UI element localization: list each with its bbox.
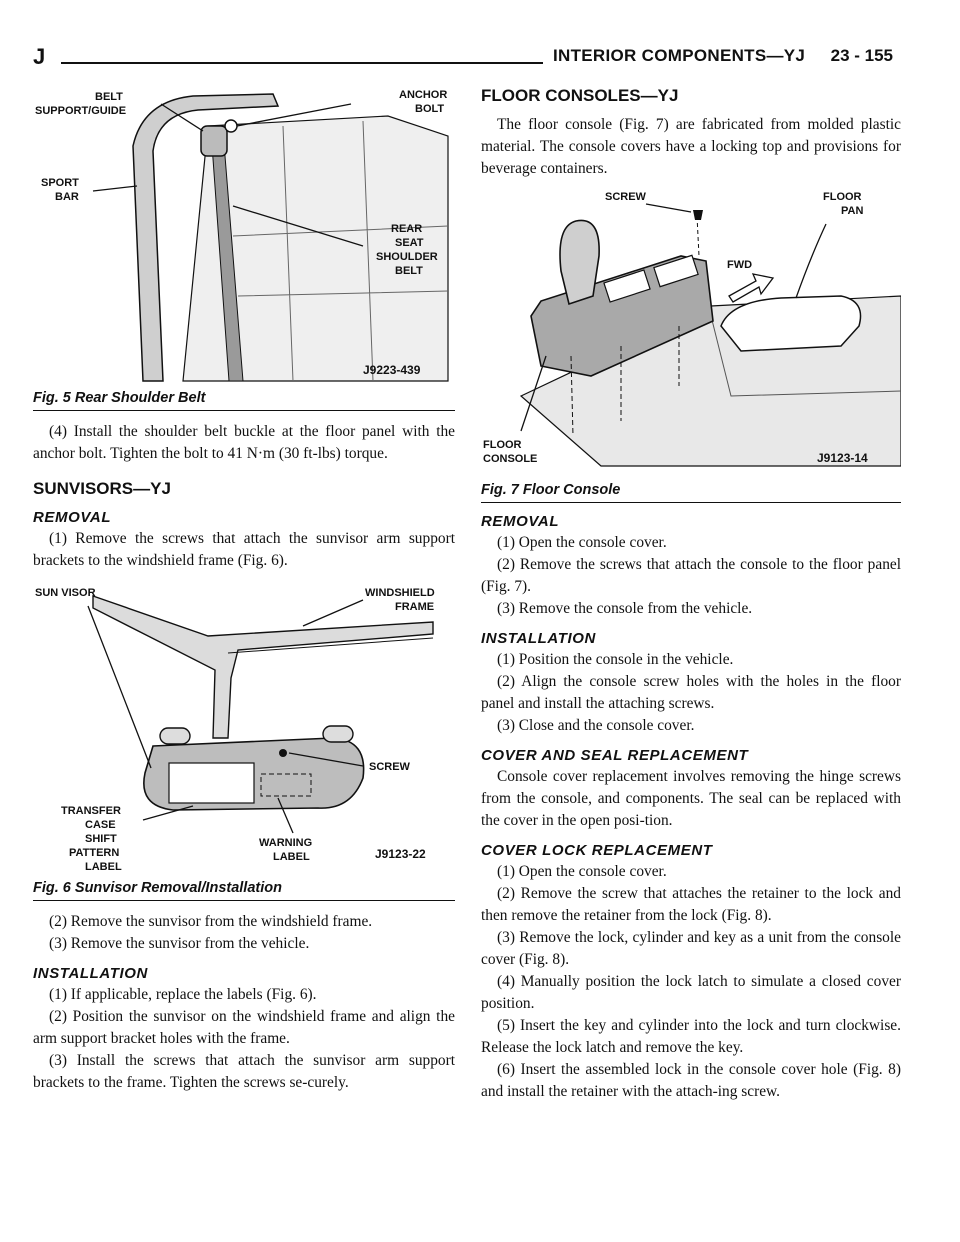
- page-number: 23 - 155: [830, 46, 893, 65]
- label-shoulder: SHOULDER: [376, 251, 438, 263]
- install-step-2: (2) Position the sunvisor on the windshield frame and align the arm support bracket holes with the frame.: [33, 1008, 455, 1047]
- figure-5: [33, 86, 455, 411]
- leader-screw: [646, 204, 691, 212]
- leader-sport-bar: [93, 186, 137, 191]
- label-screw: SCREW: [369, 761, 410, 773]
- lock-step-6: (6) Insert the assembled lock in the console cover hole (Fig. 8) and install the retainer with the attach-ing screw.: [481, 1061, 901, 1100]
- removal-heading: REMOVAL: [481, 513, 560, 530]
- label-sport: SPORT: [41, 177, 79, 189]
- transfer-case-label-shape: [169, 763, 254, 803]
- floor-console-illustration: [481, 186, 901, 478]
- figure-code: J9123-14: [817, 451, 868, 465]
- label-bar: BAR: [55, 191, 79, 203]
- label-support-guide: SUPPORT/GUIDE: [35, 105, 127, 117]
- lock-step-4: (4) Manually position the lock latch to simulate a closed cover position.: [481, 973, 901, 1012]
- figure-caption: Fig. 5 Rear Shoulder Belt: [33, 390, 206, 406]
- label-shift: SHIFT: [85, 833, 117, 845]
- label-transfer: TRANSFER: [61, 805, 121, 817]
- label-belt2: BELT: [395, 265, 423, 277]
- sunvisor-illustration: [33, 578, 455, 876]
- screw-shape: [279, 749, 287, 757]
- label-floor-console-1: FLOOR: [483, 439, 522, 451]
- lock-step-5: (5) Insert the key and cylinder into the lock and turn clockwise. Release the lock latch and remove the key.: [481, 1017, 901, 1056]
- section-letter: J: [33, 44, 46, 69]
- belt-guide-shape: [201, 126, 227, 156]
- windshield-frame-shape: [93, 596, 433, 738]
- label-case: CASE: [85, 819, 116, 831]
- figure-caption: Fig. 6 Sunvisor Removal/Installation: [33, 880, 282, 896]
- removal-step-3: (3) Remove the console from the vehicle.: [497, 600, 753, 617]
- screw-path-top: [697, 216, 699, 256]
- label-sun-visor: SUN VISOR: [35, 587, 96, 599]
- floor-consoles-heading: FLOOR CONSOLES—YJ: [481, 86, 679, 105]
- install-buckle-text: (4) Install the shoulder belt buckle at the floor panel with the anchor bolt. Tighten the bolt to 41 N·m (30 ft-lbs) torque.: [33, 423, 455, 462]
- figure-caption: Fig. 7 Floor Console: [481, 482, 621, 498]
- removal-step-2: (2) Remove the screws that attach the console to the floor panel (Fig. 7).: [481, 556, 901, 595]
- label-warning-label: LABEL: [273, 851, 310, 863]
- leader-windshield: [303, 600, 363, 626]
- installation-heading: INSTALLATION: [481, 630, 596, 647]
- anchor-bolt-shape: [225, 120, 237, 132]
- removal-step-2: (2) Remove the sunvisor from the windshield frame.: [49, 913, 373, 930]
- label-seat: SEAT: [395, 237, 424, 249]
- left-column: [33, 86, 455, 1094]
- floor-consoles-intro: The floor console (Fig. 7) are fabricated from molded plastic material. The console covers have a locking top and provisions for beverage containers.: [481, 116, 901, 177]
- figure-6: [33, 578, 455, 901]
- label-floor-console-2: CONSOLE: [483, 453, 538, 465]
- cover-seal-text: Console cover replacement involves removing the hinge screws from the console, and components. The seal can be replaced with the cover in the open posi-tion.: [481, 768, 901, 829]
- screw-shape: [693, 210, 703, 220]
- lock-step-3: (3) Remove the lock, cylinder and key as a unit from the console cover (Fig. 8).: [481, 929, 901, 968]
- leader-floor-pan: [796, 224, 826, 298]
- label-belt: BELT: [95, 91, 123, 103]
- label-screw: SCREW: [605, 191, 646, 203]
- label-frame: FRAME: [395, 601, 435, 613]
- sunvisors-heading: SUNVISORS—YJ: [33, 479, 171, 498]
- visor-bracket-left: [160, 728, 190, 744]
- install-step-2: (2) Align the console screw holes with the holes in the floor panel and install the attaching screws.: [481, 673, 901, 712]
- figure-code: J9123-22: [375, 847, 426, 861]
- label-label: LABEL: [85, 861, 122, 873]
- install-step-1: (1) If applicable, replace the labels (Fig. 6).: [49, 986, 317, 1003]
- console-cover-shape: [560, 220, 599, 304]
- page-header: [33, 44, 893, 74]
- cover-lock-heading: COVER LOCK REPLACEMENT: [481, 842, 713, 859]
- installation-heading: INSTALLATION: [33, 965, 148, 982]
- header-rule: [61, 62, 543, 64]
- removal-step-1: (1) Open the console cover.: [497, 534, 667, 551]
- label-fwd: FWD: [727, 259, 753, 271]
- label-bolt: BOLT: [415, 103, 445, 115]
- figure-7: [481, 186, 901, 503]
- label-anchor: ANCHOR: [399, 89, 448, 101]
- label-pan: PAN: [841, 205, 864, 217]
- label-floor: FLOOR: [823, 191, 862, 203]
- right-column: [481, 86, 901, 1103]
- label-rear: REAR: [391, 223, 423, 235]
- rear-shoulder-belt-illustration: [33, 86, 455, 386]
- label-warning: WARNING: [259, 837, 313, 849]
- label-pattern: PATTERN: [69, 847, 120, 859]
- lock-step-2: (2) Remove the screw that attaches the retainer to the lock and then remove the retainer from the lock (Fig. 8).: [481, 885, 901, 924]
- removal-step-1: (1) Remove the screws that attach the sunvisor arm support brackets to the windshield frame (Fig. 6).: [33, 530, 455, 569]
- removal-heading: REMOVAL: [33, 509, 112, 526]
- label-windshield: WINDSHIELD: [365, 587, 435, 599]
- install-step-3: (3) Close and the console cover.: [497, 717, 695, 734]
- fwd-arrow-icon: [729, 274, 773, 302]
- install-step-1: (1) Position the console in the vehicle.: [497, 651, 734, 668]
- removal-step-3: (3) Remove the sunvisor from the vehicle.: [49, 935, 310, 952]
- install-step-3: (3) Install the screws that attach the sunvisor arm support brackets to the frame. Tighten the screws se-curely.: [33, 1052, 455, 1091]
- cover-seal-heading: COVER AND SEAL REPLACEMENT: [481, 747, 749, 764]
- figure-code: J9223-439: [363, 363, 421, 377]
- header-title: INTERIOR COMPONENTS—YJ: [553, 46, 806, 65]
- lock-step-1: (1) Open the console cover.: [497, 863, 667, 880]
- visor-bracket-right: [323, 726, 353, 742]
